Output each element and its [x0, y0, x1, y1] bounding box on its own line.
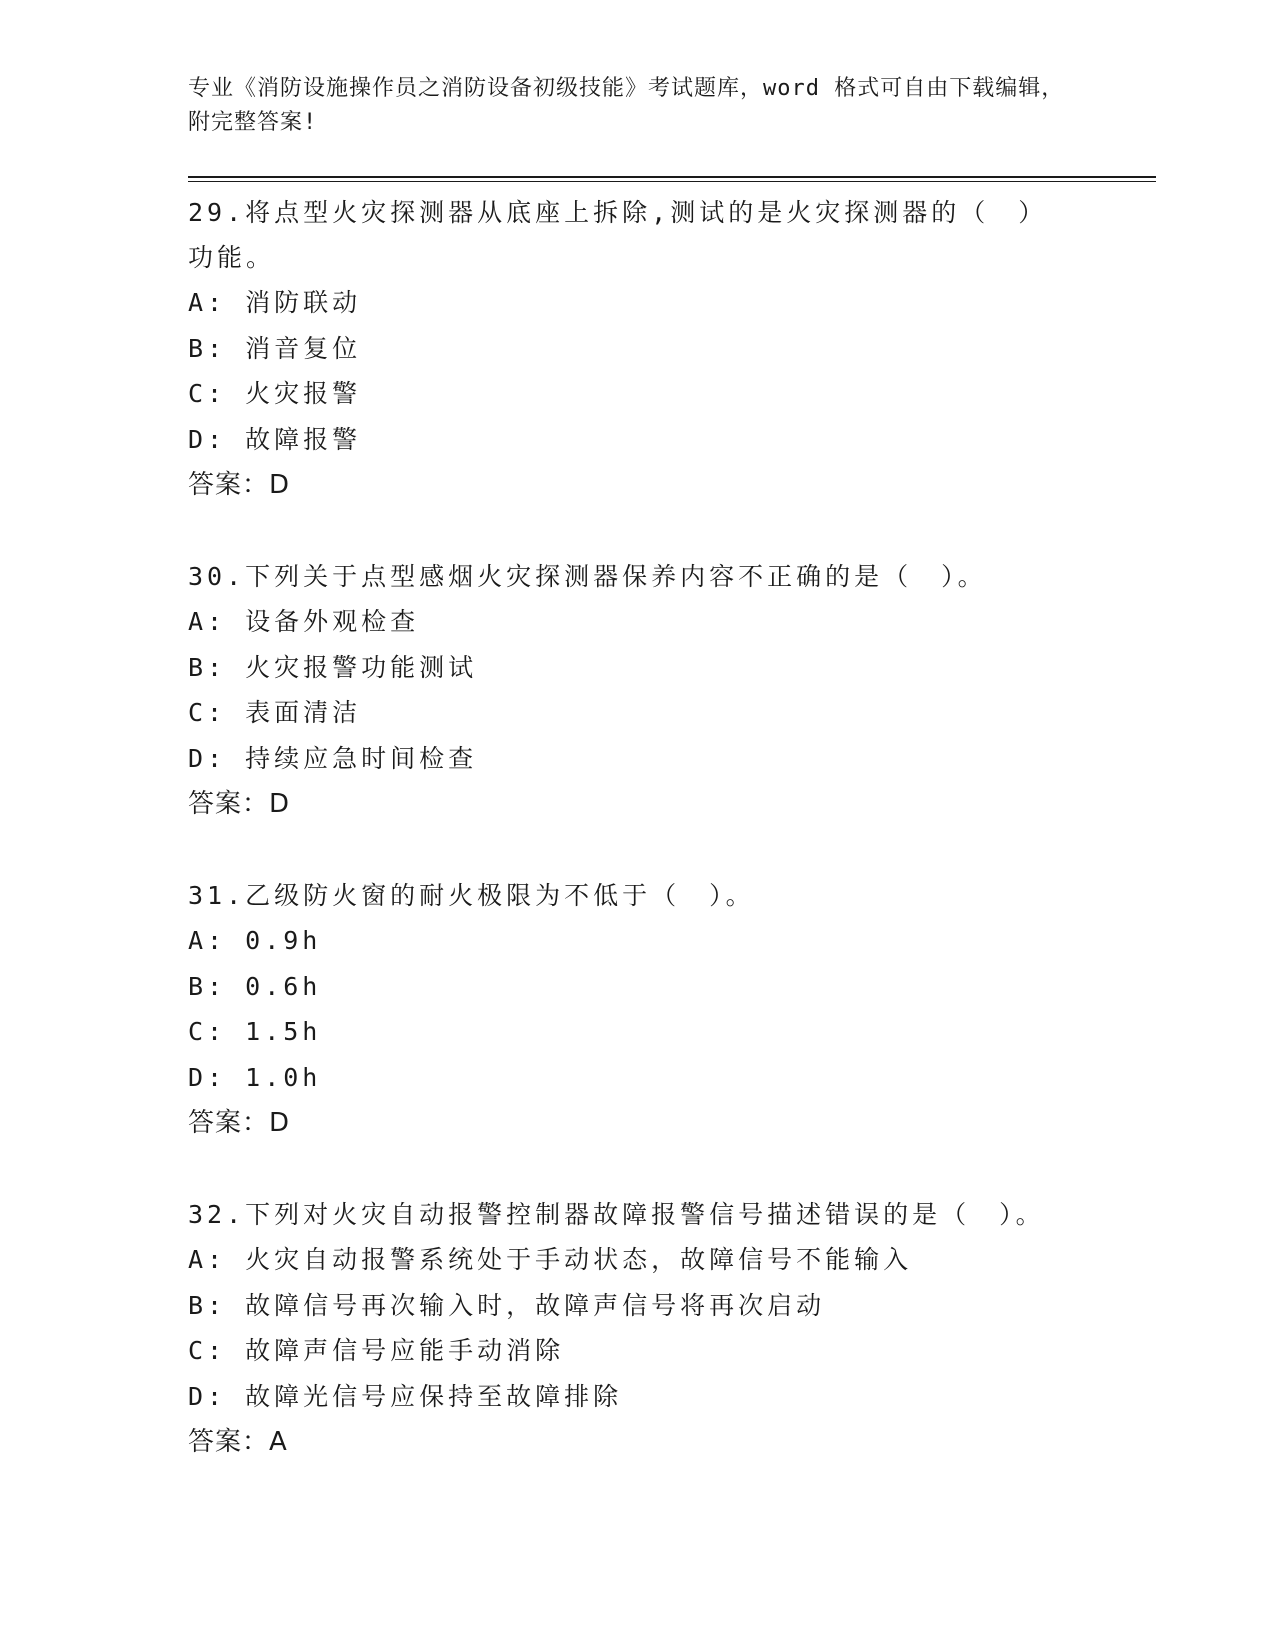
- question-stem: 32.下列对火灾自动报警控制器故障报警信号描述错误的是（ ）。: [188, 1200, 1045, 1229]
- document-header: [188, 72, 1078, 140]
- answer-line: 答案：D: [188, 789, 291, 819]
- answer-line: 答案：D: [188, 1108, 291, 1138]
- question-item: [188, 1192, 1068, 1465]
- question-stem: 31.乙级防火窗的耐火极限为不低于（ ）。: [188, 881, 755, 910]
- option-a: A: 火灾自动报警系统处于手动状态，故障信号不能输入: [188, 1245, 913, 1274]
- option-d: D: 故障报警: [188, 424, 362, 454]
- question-stem: 29.将点型火灾探测器从底座上拆除,测试的是火灾探测器的（ ）功能。: [188, 198, 1048, 272]
- question-stem: 30.下列关于点型感烟火灾探测器保养内容不正确的是（ ）。: [188, 562, 987, 591]
- option-b: B: 火灾报警功能测试: [188, 652, 478, 682]
- option-c: C: 故障声信号应能手动消除: [188, 1336, 565, 1365]
- option-a: A: 0.9h: [188, 926, 322, 955]
- option-a: A: 设备外观检查: [188, 607, 420, 636]
- header-intro-text: 专业《消防设施操作员之消防设备初级技能》考试题库，word 格式可自由下载编辑，附完整答案!: [188, 76, 1065, 135]
- option-d: D: 故障光信号应保持至故障排除: [188, 1381, 623, 1411]
- option-d: D: 持续应急时间检查: [188, 743, 478, 773]
- answer-line: 答案：D: [188, 470, 291, 500]
- question-list: [188, 190, 1068, 1511]
- question-item: [188, 873, 1068, 1146]
- divider-line-thick: [188, 176, 1156, 178]
- option-c: C: 表面清洁: [188, 698, 362, 727]
- option-d: D: 1.0h: [188, 1062, 322, 1092]
- option-b: B: 消音复位: [188, 333, 362, 363]
- option-a: A: 消防联动: [188, 288, 362, 317]
- option-c: C: 1.5h: [188, 1017, 322, 1046]
- answer-line: 答案：A: [188, 1427, 288, 1457]
- divider-line-thin: [188, 181, 1156, 182]
- question-item: [188, 554, 1068, 827]
- option-c: C: 火灾报警: [188, 379, 362, 408]
- question-item: [188, 190, 1068, 508]
- option-b: B: 故障信号再次输入时，故障声信号将再次启动: [188, 1290, 826, 1320]
- option-b: B: 0.6h: [188, 971, 322, 1001]
- header-divider: [188, 176, 1156, 182]
